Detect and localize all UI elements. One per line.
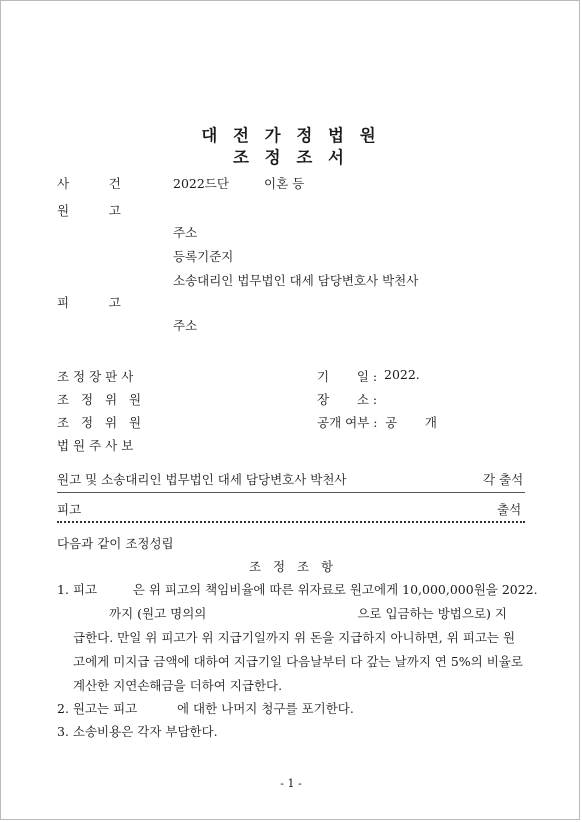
clause-1-line-4: 고에게 미지급 금액에 대하여 지급기일 다음날부터 다 갚는 날까지 연 5%의 비율로	[73, 654, 523, 669]
public-value: 공 개	[385, 415, 437, 430]
plaintiff-label: 원 고	[57, 203, 121, 218]
clause-1-line-5: 계산한 지연손해금을 더하여 지급한다.	[73, 678, 283, 693]
plaintiff-address-label: 주소	[173, 225, 198, 240]
case-number: 2022드단	[173, 176, 229, 191]
clause-1-line-3: 급한다. 만일 위 피고가 위 지급기일까지 위 돈을 지급하지 아니하면, 위 피고는 원	[73, 630, 516, 645]
defendant-address-label: 주소	[173, 318, 198, 333]
section-title: 조 정 조 항	[248, 559, 334, 574]
clause-1-line-1: 1. 피고 은 위 피고의 책임비율에 따른 위자료로 원고에게 10,000,000원을 2022.	[57, 582, 538, 597]
court-name: 대 전 가 정 법 원	[201, 126, 381, 145]
public-label: 공개 여부 :	[317, 415, 378, 430]
clause-3: 3. 소송비용은 각자 부담한다.	[57, 724, 218, 739]
defendant-attendance-status: 출석	[497, 502, 522, 517]
date-value: 2022.	[384, 367, 420, 382]
mediation-member-2-label: 조 정 위 원	[57, 415, 142, 430]
dotted-separator	[57, 521, 525, 523]
date-label: 기 일 :	[317, 369, 378, 384]
plaintiff-registry-label: 등록기준지	[173, 249, 234, 264]
clause-1-line-2: 까지 (원고 명의의 으로 입금하는 방법으로) 지	[109, 606, 507, 621]
case-name: 이혼 등	[264, 176, 305, 191]
attendance-divider	[57, 492, 525, 493]
defendant-attendance-party: 피고	[57, 502, 82, 517]
document-title: 조 정 조 서	[233, 148, 349, 167]
place-label: 장 소 :	[317, 392, 378, 407]
court-clerk-label: 법 원 주 사 보	[57, 438, 134, 453]
defendant-label: 피 고	[57, 295, 121, 310]
page-number: - 1 -	[280, 777, 302, 790]
intro-text: 다음과 같이 조정성립	[57, 536, 174, 551]
case-label: 사 건	[57, 176, 121, 191]
plaintiff-attendance-party: 원고 및 소송대리인 법무법인 대세 담당변호사 박천사	[57, 472, 347, 487]
mediation-member-1-label: 조 정 위 원	[57, 392, 142, 407]
plaintiff-attendance-status: 각 출석	[483, 472, 524, 487]
presiding-judge-label: 조 정 장 판 사	[57, 369, 134, 384]
plaintiff-counsel: 소송대리인 법무법인 대세 담당변호사 박천사	[173, 273, 419, 288]
clause-2: 2. 원고는 피고 에 대한 나머지 청구를 포기한다.	[57, 701, 354, 716]
